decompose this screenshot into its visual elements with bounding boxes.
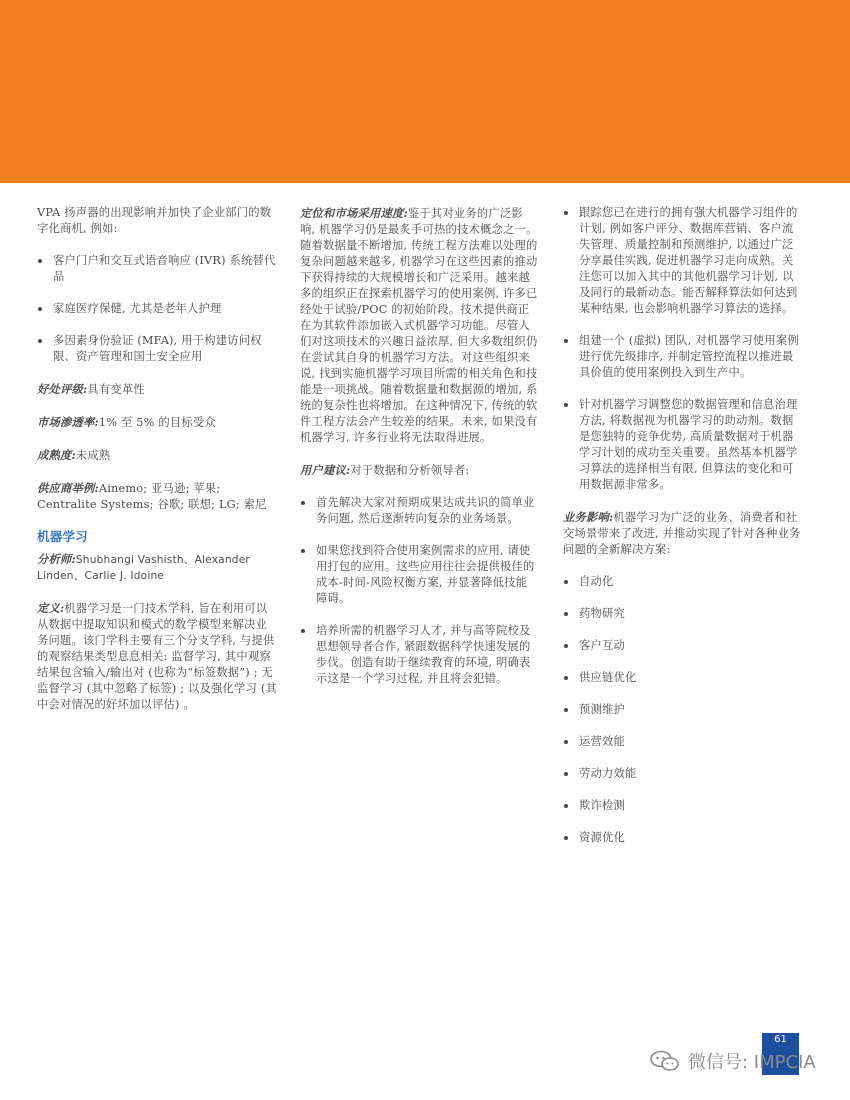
position-label: 定位和市场采用速度: xyxy=(300,206,408,220)
impact-list xyxy=(563,574,803,846)
analyst-label: 分析师: xyxy=(37,552,76,566)
list-item: 劳动力效能 xyxy=(563,766,803,782)
header-banner xyxy=(0,0,850,183)
list-item: 资源优化 xyxy=(563,830,803,846)
analyst-value: Shubhangi Vashisth、Alexander Linden、Carlie J. Idoine xyxy=(37,554,250,582)
definition-label: 定义: xyxy=(37,601,65,615)
column-left xyxy=(37,205,277,729)
business-impact xyxy=(563,509,803,558)
penetration-value: 1% 至 5% 的目标受众 xyxy=(98,416,216,429)
column-middle xyxy=(300,205,538,703)
analysts xyxy=(37,551,277,584)
list-item: 家庭医疗保健, 尤其是老年人护理 xyxy=(37,301,277,317)
list-item: 自动化 xyxy=(563,574,803,590)
wechat-watermark xyxy=(650,1048,816,1074)
benefit-rating xyxy=(37,381,277,398)
watermark-text: 微信号: IMPCIA xyxy=(688,1052,816,1073)
position-value: 鉴于其对业务的广泛影响, 机器学习仍是最炙手可热的技术概念之一。随着数据量不断增加, 传统工程方法难以处理的复杂问题越来越多, 机器学习在这些因素的推动下获得持续的大规模增长和广泛采用。越来越多的组织正在探索机器学习的使用案例, 许多已经处于试验/POC 的初始阶段。技术提供商正在为其软件添加嵌入式机器学习功能。尽管人们对这项技术的兴趣日益浓厚, 但大多数组织仍在尝试其自身的机器学习方法。对这些组织来说, 找到实施机器学习项目所需的相关角色和技能是一项挑战。随着数据量和数据源的增加, 系统的复杂性也将增加。在这种情况下, 传统的软件工程方法会产生较差的结果。未来, 如果没有机器学习, 许多行业将无法取得进展。 xyxy=(300,207,538,444)
column-right xyxy=(563,205,803,862)
definition xyxy=(37,600,277,713)
advice-bullet-list xyxy=(300,495,538,687)
definition-value: 机器学习是一门技术学科, 旨在利用可以从数据中提取知识和模式的数学模型来解决业务问题。该门学科主要有三个分支学科, 与提供的观察结果类型息息相关: 监督学习, 其中观察结果包含输入/输出对 (也称为“标签数据”) ; 无监督学习 (其中忽略了标签) ; 以及强化学习 (其中会对情况的好坏加以评估) 。 xyxy=(37,602,277,711)
position-adoption xyxy=(300,205,538,446)
page-number-text: 61 xyxy=(774,1034,787,1045)
list-item: 欺诈检测 xyxy=(563,798,803,814)
penetration-label: 市场渗透率: xyxy=(37,415,99,429)
market-penetration xyxy=(37,414,277,431)
list-item: 供应链优化 xyxy=(563,670,803,686)
user-advice xyxy=(300,462,538,479)
list-item: 运营效能 xyxy=(563,734,803,750)
maturity xyxy=(37,447,277,464)
advice-bullet-list-continued xyxy=(563,205,803,493)
list-item: 客户互动 xyxy=(563,638,803,654)
list-item: 客户门户和交互式语音响应 (IVR) 系统替代品 xyxy=(37,253,277,285)
advice-value: 对于数据和分析领导者: xyxy=(350,464,470,477)
vpa-intro: VPA 扬声器的出现影响并加快了企业部门的数字化商机, 例如: xyxy=(37,206,272,235)
vendors-value: Ainemo; 亚马逊; 苹果; Centralite Systems; 谷歌; 联想; LG; 索尼 xyxy=(37,482,267,511)
list-item: 预测维护 xyxy=(563,702,803,718)
benefit-value: 具有变革性 xyxy=(87,383,145,396)
sample-vendors xyxy=(37,480,277,513)
list-item: 针对机器学习调整您的数据管理和信息治理方法, 将数据视为机器学习的助动剂。数据是您独特的竞争优势, 高质量数据对于机器学习计划的成功至关重要。虽然基本机器学习算法的选择相当有限, 但算法的变化和可用数据源非常多。 xyxy=(563,397,803,493)
maturity-label: 成熟度: xyxy=(37,448,76,462)
list-item: 首先解决大家对预期成果达成共识的简单业务问题, 然后逐渐转向复杂的业务场景。 xyxy=(300,495,538,527)
list-item: 药物研究 xyxy=(563,606,803,622)
list-item: 组建一个 (虚拟) 团队, 对机器学习使用案例进行优先级排序, 并制定管控流程以推进最具价值的使用案例投入到生产中。 xyxy=(563,333,803,381)
maturity-value: 未成熟 xyxy=(75,449,111,462)
list-item: 培养所需的机器学习人才, 并与高等院校及思想领导者合作, 紧跟数据科学快速发展的步伐。创造有助于继续教育的环境, 明确表示这是一个学习过程, 并且将会犯错。 xyxy=(300,623,538,687)
vendors-label: 供应商举例: xyxy=(37,481,99,495)
impact-value: 机器学习为广泛的业务、消费者和社交场景带来了改进, 并推动实现了针对各种业务问题的全新解决方案: xyxy=(563,511,801,556)
vpa-bullet-list xyxy=(37,253,277,365)
benefit-label: 好处评级: xyxy=(37,382,88,396)
list-item: 多因素身份验证 (MFA), 用于构建访问权限、资产管理和国土安全应用 xyxy=(37,333,277,365)
list-item: 如果您找到符合使用案例需求的应用, 请使用打包的应用。这些应用往往会提供极佳的成本-时间-风险权衡方案, 并显著降低技能障碍。 xyxy=(300,543,538,607)
impact-label: 业务影响: xyxy=(563,510,614,524)
list-item: 跟踪您已在进行的拥有强大机器学习组件的计划, 例如客户评分、数据库营销、客户流失管理、质量控制和预测维护, 以通过广泛分享最佳实践, 促进机器学习走向成熟。关注您可以加入其中的其他机器学习计划, 以及同行的最新动态。能否解释算法如何达到某种结果, 也会影响机器学习算法的选择。 xyxy=(563,205,803,317)
section-heading-machine-learning: 机器学习 xyxy=(37,529,88,544)
advice-label: 用户建议: xyxy=(300,463,351,477)
wechat-icon xyxy=(650,1050,680,1072)
